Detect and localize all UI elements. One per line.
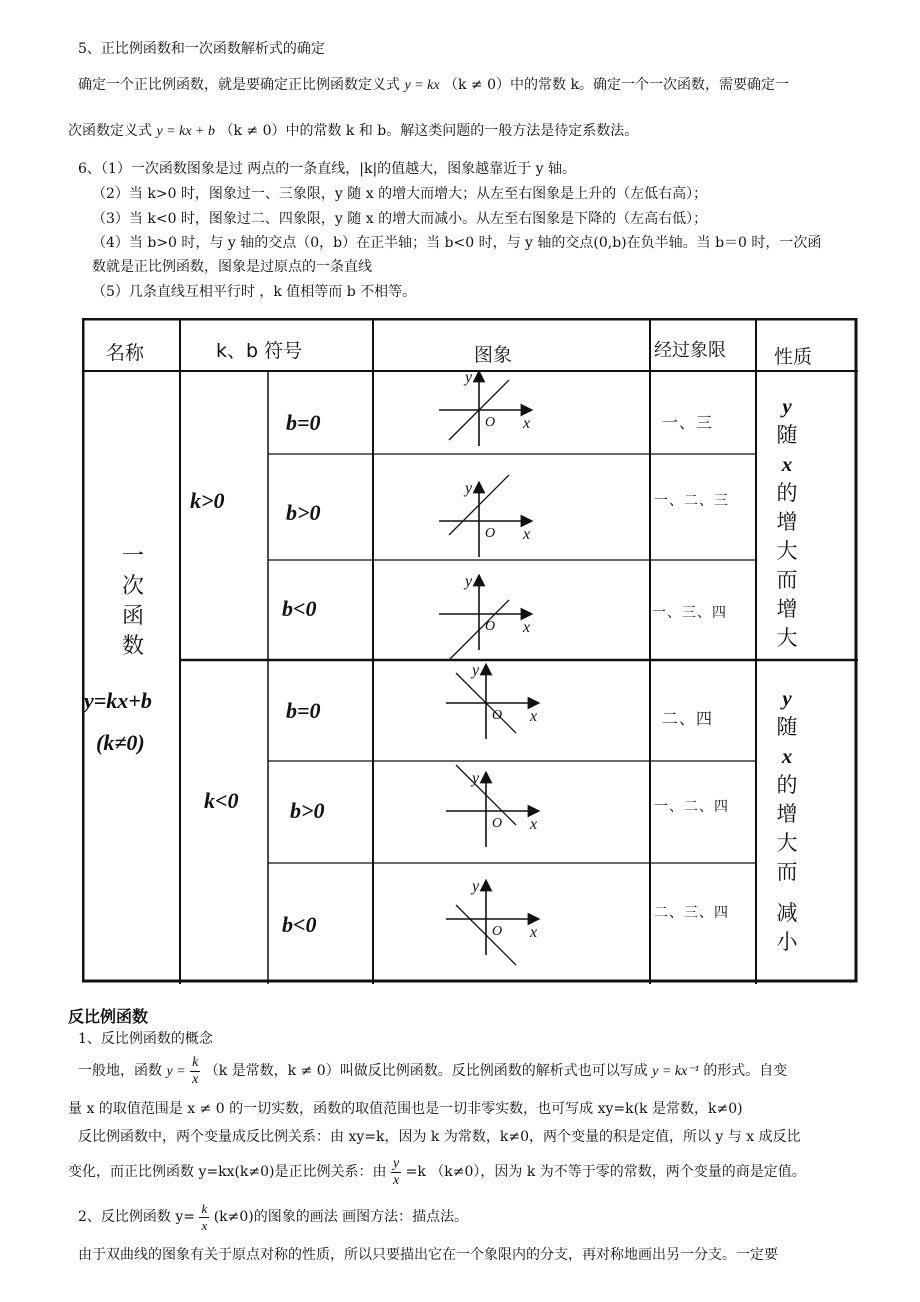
header-name: 名称 [106,342,145,364]
x-axis-label: x [523,619,531,636]
prop-char: 小 [776,930,798,954]
b-value: b=0 [286,698,321,723]
graphs-layer [82,318,858,984]
section5-line1 [78,75,789,96]
text: （k 是常数，k ≠ 0）叫做反比例函数。反比例函数的解析式也可以写成 [204,1063,648,1079]
general-formula: y=kx+b [84,688,152,713]
prop-char: x [781,452,793,476]
prop-char: x [781,744,793,768]
prop-char: 而 [776,568,798,592]
inverse-title: 反比例函数 [68,1007,149,1026]
b-value: b>0 [286,500,321,525]
header-kb-label: k、b 符号 [216,340,303,362]
inverse-p4 [68,1155,806,1189]
text: 一般地，函数 [78,1063,162,1079]
y-axis-label: y [465,573,473,590]
section6-line5: （5）几条直线互相平行时 ，k 值相等而 b 不相等。 [92,284,417,300]
b-value: b>0 [290,798,325,823]
name-char: 函 [121,604,144,629]
y-axis-label: y [465,369,473,386]
name-char: 数 [121,634,144,659]
denominator: x [192,1071,199,1087]
quadrants-value: 二、三、四 [654,905,729,921]
fraction-y-over-x [391,1156,401,1189]
numerator: k [192,1054,199,1070]
denominator: x [201,1217,208,1233]
name-char: 一 [121,544,144,569]
inverse-p2: 量 x 的取值范围是 x ≠ 0 的一切实数，函数的取值范围也是一切非零实数，也可写成 xy=k(k 是常数，k≠0) [68,1101,743,1117]
header-quadrants: 经过象限 [654,340,726,361]
y-axis-label: y [472,662,480,679]
inverse-p3: 反比例函数中，两个变量成反比例关系：由 xy=k，因为 k 为常数，k≠0，两个变量的积是定值，所以 y 与 x 成反比 [78,1129,801,1145]
section5-line2 [68,121,638,142]
section6-line1: 6、（1）一次函数图象是过 两点的一条直线，|k|的值越大，图象越靠近于 y 轴。 [78,161,576,177]
linear-function-table [82,318,858,984]
prop-char: 减 [776,901,798,925]
text: 确定一个正比例函数，就是要确定正比例函数定义式 [78,77,400,93]
prop-char: y [782,686,792,710]
x-axis-label: x [523,526,531,543]
prop-char: 大 [776,626,798,650]
x-axis-label: x [530,708,538,725]
prop-char: 增 [776,510,798,534]
quadrants-value: 一、二、四 [654,799,729,815]
formula: y = kx⁻¹ [652,1064,699,1079]
origin-label: O [492,816,503,831]
prop-char: 大 [776,831,798,855]
x-axis-label: x [530,816,538,833]
text: 的形式。自变 [703,1063,788,1079]
y-axis-label: y [472,770,480,787]
formula: y = kx + b [156,124,215,139]
name-char: 次 [121,574,144,599]
b-value: b<0 [282,596,317,621]
text: 2、反比例函数 y= [78,1209,195,1225]
y-axis-label: y [472,878,480,895]
prop-char: 增 [776,802,798,826]
numerator: y [392,1155,400,1171]
prop-char: 大 [776,539,798,563]
fraction-k-over-x [199,1201,209,1234]
header-graph: 图象 [474,344,513,366]
quadrants-value: 二、四 [662,709,714,728]
inverse-p5: 由于双曲线的图象有关于原点对称的性质，所以只要描出它在一个象限内的分支，再对称地画出另一分支。一定要 [78,1247,778,1263]
text: （k ≠ 0）中的常数 k 和 b。解这类问题的一般方法是待定系数法。 [219,123,639,139]
section6-line3: （3）当 k<0 时，图象过二、四象限，y 随 x 的增大而减小。从左至右图象是下降的（左高右低）； [92,211,708,227]
k-condition: (k≠0) [96,730,145,755]
text: 变化，而正比例函数 y=kx(k≠0)是正比例关系：由 [68,1164,387,1180]
text: （k ≠ 0）中的常数 k。确定一个一次函数，需要确定一 [444,77,789,93]
text: (k≠0)的图象的画法 画图方法：描点法。 [213,1209,469,1225]
text: =k （k≠0），因为 k 为不等于零的常数，两个变量的商是定值。 [405,1164,806,1180]
inverse-s1-title: 1、反比例函数的概念 [78,1031,213,1047]
prop-char: 而 [776,860,798,884]
x-axis-label: x [530,924,538,941]
section5-title: 5、正比例函数和一次函数解析式的确定 [78,41,325,57]
text: 次函数定义式 [68,123,152,139]
b-value: b=0 [286,410,321,435]
origin-label: O [485,526,496,541]
b-value: b<0 [282,912,317,937]
denominator: x [392,1172,400,1188]
section6-line4: （4）当 b>0 时，与 y 轴的交点（0，b）在正半轴；当 b<0 时，与 y 轴的交点(0,b)在负半轴。当 b＝0 时，一次函 [92,235,822,251]
header-property: 性质 [774,346,813,368]
inverse-p1 [78,1054,787,1089]
section6-line2: （2）当 k>0 时，图象过一、三象限，y 随 x 的增大而增大；从左至右图象是上升的（左低右高）； [92,186,708,202]
quadrants-value: 一、三 [662,413,714,432]
inverse-s2 [78,1200,468,1234]
prop-char: y [782,394,792,418]
prop-char: 的 [776,481,798,505]
numerator: k [201,1200,208,1216]
prop-char: 随 [776,423,798,447]
quadrants-value: 一、三、四 [652,605,727,621]
quadrants-value: 一、二、三 [654,493,729,509]
x-axis-label: x [523,415,531,432]
formula: y = kx [404,78,440,93]
prop-char: 随 [776,715,798,739]
origin-label: O [485,619,496,634]
formula: y = [166,1064,186,1079]
k-negative: k<0 [204,788,239,813]
prop-char: 增 [776,597,798,621]
prop-char: 的 [776,773,798,797]
origin-label: O [485,415,496,430]
section6-line4b: 数就是正比例函数，图象是过原点的一条直线 [92,259,372,275]
origin-label: O [492,924,503,939]
y-axis-label: y [465,480,473,497]
k-positive: k>0 [190,488,225,513]
fraction-k-over-x [190,1055,200,1088]
origin-label: O [492,708,503,723]
